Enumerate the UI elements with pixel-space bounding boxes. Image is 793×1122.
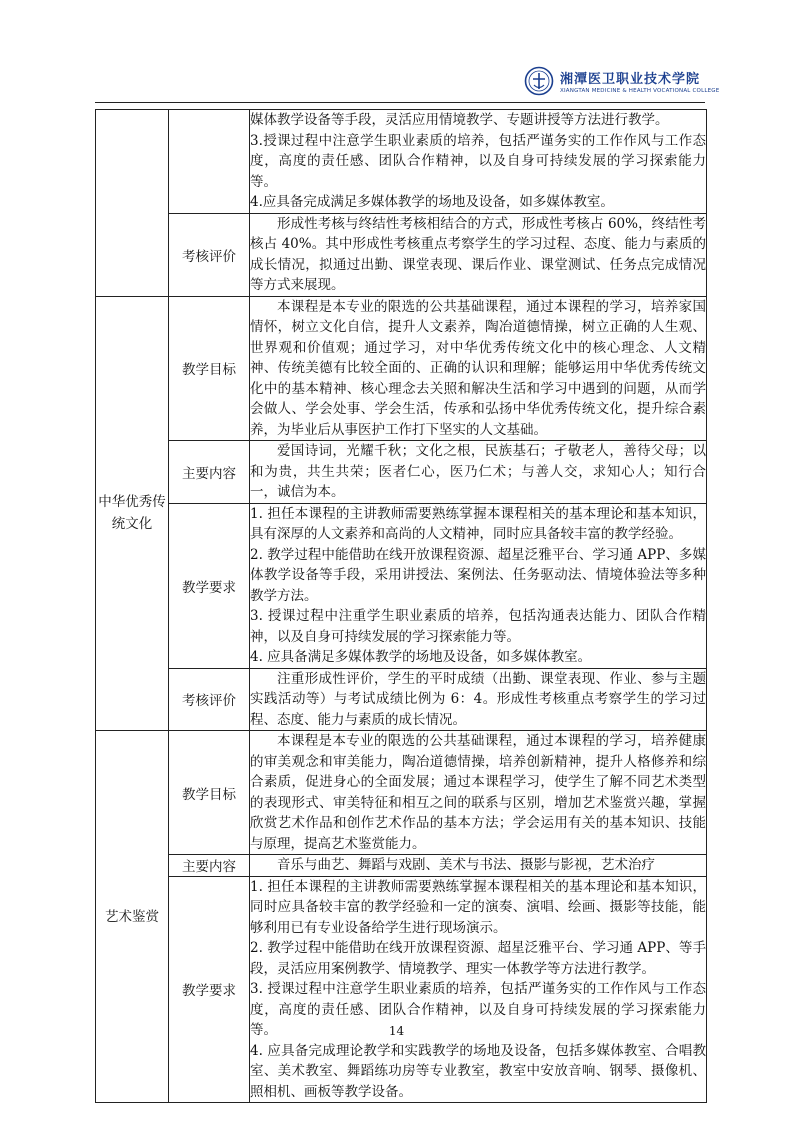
course-name-art-appreciation	[96, 731, 169, 1103]
course-name-label: 艺术鉴赏	[105, 908, 159, 925]
requirement-line: 媒体教学设备等手段，灵活应用情境教学、专题讲授等方法进行教学。	[250, 112, 669, 128]
subheading-teaching-requirements: 教学要求	[169, 876, 250, 1103]
subheading-main-content: 主要内容	[169, 855, 250, 877]
requirement-line: 4.应具备完成满足多媒体教学的场地及设备，如多媒体教室。	[250, 194, 614, 210]
requirement-line: 3. 授课过程中注意学生职业素质的培养，包括严谨务实的工作作风与工作态度，高度的责任感、团队合作精神，以及自身可持续发展的学习探索能力等。	[250, 981, 706, 1038]
table-row	[96, 503, 707, 668]
subheading-teaching-requirements: 教学要求	[169, 503, 250, 668]
teaching-goals-text: 本课程是本专业的限选的公共基础课程，通过本课程的学习，培养健康的审美观念和审美能力，陶冶道德情操，培养创新精神，提升人格修养和综合素质，促进身心的全面发展；通过本课程学习，使学生了解不同艺术类型的表现形式、审美特征和相互之间的联系与区别，增加艺术鉴赏兴趣，掌握欣赏艺术作品和创作艺术作品的基本方法；学会运用有关的基本知识、技能与原理，提高艺术鉴赏能力。	[250, 731, 707, 855]
school-name-en: XIANGTAN MEDICINE & HEALTH VOCATIONAL COLLEGE	[560, 88, 720, 94]
teaching-requirements-text	[250, 876, 707, 1103]
table-row	[96, 296, 707, 441]
requirement-line: 2. 教学过程中能借助在线开放课程资源、超星泛雅平台、学习通 APP、等手段，灵活应用案例教学、情境教学、理实一体教学等方法进行教学。	[250, 940, 706, 977]
requirement-line: 4. 应具备满足多媒体教学的场地及设备，如多媒体教室。	[250, 649, 592, 665]
table-row	[96, 441, 707, 504]
course-name-traditional-culture	[96, 296, 169, 731]
table-row	[96, 110, 707, 214]
school-logo	[524, 66, 719, 96]
requirement-line: 3.授课过程中注意学生职业素质的培养，包括严谨务实的工作作风与工作态度，高度的责任感、团队合作精神，以及自身可持续发展的学习探索能力等。	[250, 132, 706, 190]
subheading-teaching-goals: 教学目标	[169, 296, 250, 441]
table-row	[96, 876, 707, 1103]
subheading-main-content: 主要内容	[169, 441, 250, 504]
main-content-text: 音乐与曲艺、舞蹈与戏剧、美术与书法、摄影与影视，艺术治疗	[250, 855, 707, 877]
assessment-text: 注重形成性评价，学生的平时成绩（出勤、课堂表现、作业、参与主题实践活动等）与考试成绩比例为 6：4。形成性考核重点考察学生的学习过程、态度、能力与素质的成长情况。	[250, 668, 707, 731]
teaching-goals-text: 本课程是本专业的限选的公共基础课程，通过本课程的学习，培养家国情怀，树立文化自信，提升人文素养，陶冶道德情操，树立正确的人生观、世界观和价值观；通过学习，对中华优秀传统文化中的核心理念、人文精神、传统美德有比较全面的、正确的认识和理解；能够运用中华优秀传统文化中的基本精神、核心理念去关照和解决生活和学习中遇到的问题，从而学会做人、学会处事、学会生活，传承和弘扬中华优秀传统文化，提升综合素养，为毕业后从事医护工作打下坚实的人文基础。	[250, 296, 707, 441]
requirement-line: 1. 担任本课程的主讲教师需要熟练掌握本课程相关的基本理论和基本知识，同时应具备较丰富的教学经验和一定的演奏、演唱、绘画、摄影等技能，能够利用已有专业设备给学生进行现场演示。	[250, 878, 706, 936]
requirement-line: 4. 应具备完成理论教学和实践教学的场地及设备，包括多媒体教室、合唱教室、美术教室、舞蹈练功房等专业教室，教室中安放音响、钢琴、摄像机、照相机、画板等教学设备。	[250, 1042, 706, 1100]
teaching-requirements-continued	[250, 110, 707, 214]
table-row	[96, 213, 707, 296]
subheading-assessment: 考核评价	[169, 668, 250, 731]
requirement-line: 2. 教学过程中能借助在线开放课程资源、超星泛雅平台、学习通 APP、多媒体教学设备等手段，采用讲授法、案例法、任务驱动法、情境体验法等多种教学方法。	[250, 546, 706, 604]
header-divider	[95, 102, 705, 103]
requirement-line: 3. 授课过程中注重学生职业素质的培养，包括沟通表达能力、团队合作精神，以及自身可持续发展的学习探索能力等。	[250, 608, 706, 645]
course-name-cell-continued	[96, 110, 169, 297]
table-row	[96, 855, 707, 877]
school-name-cn: 湘潭医卫职业技术学院	[560, 72, 701, 87]
requirement-line: 1. 担任本课程的主讲教师需要熟练掌握本课程相关的基本理论和基本知识，具有深厚的人文素养和高尚的人文精神，同时应具备较丰富的教学经验。	[250, 505, 706, 542]
main-content-text: 爱国诗词，光耀千秋；文化之根，民族基石；孑敬老人，善待父母；以和为贵，共生共荣；医者仁心，医乃仁术；与善人交，求知心人；知行合一，诚信为本。	[250, 441, 707, 504]
curriculum-table	[95, 109, 707, 1103]
teaching-requirements-text	[250, 503, 707, 668]
page-number: 14	[388, 1024, 405, 1038]
table-row	[96, 731, 707, 855]
school-emblem-icon	[524, 66, 554, 96]
course-name-label: 中华优秀传统文化	[98, 494, 166, 533]
subheading-assessment: 考核评价	[169, 213, 250, 296]
subheading-teaching-goals: 教学目标	[169, 731, 250, 855]
assessment-text: 形成性考核与终结性考核相结合的方式，形成性考核占 60%，终结性考核占 40%。其中形成性考核重点考察学生的学习过程、态度、能力与素质的成长情况，拟通过出勤、课堂表现、课后作业、课堂测试、任务点完成情况等方式来展现。	[250, 213, 707, 296]
subheading-cell-empty	[169, 110, 250, 214]
page-header	[0, 0, 793, 100]
table-row	[96, 668, 707, 731]
